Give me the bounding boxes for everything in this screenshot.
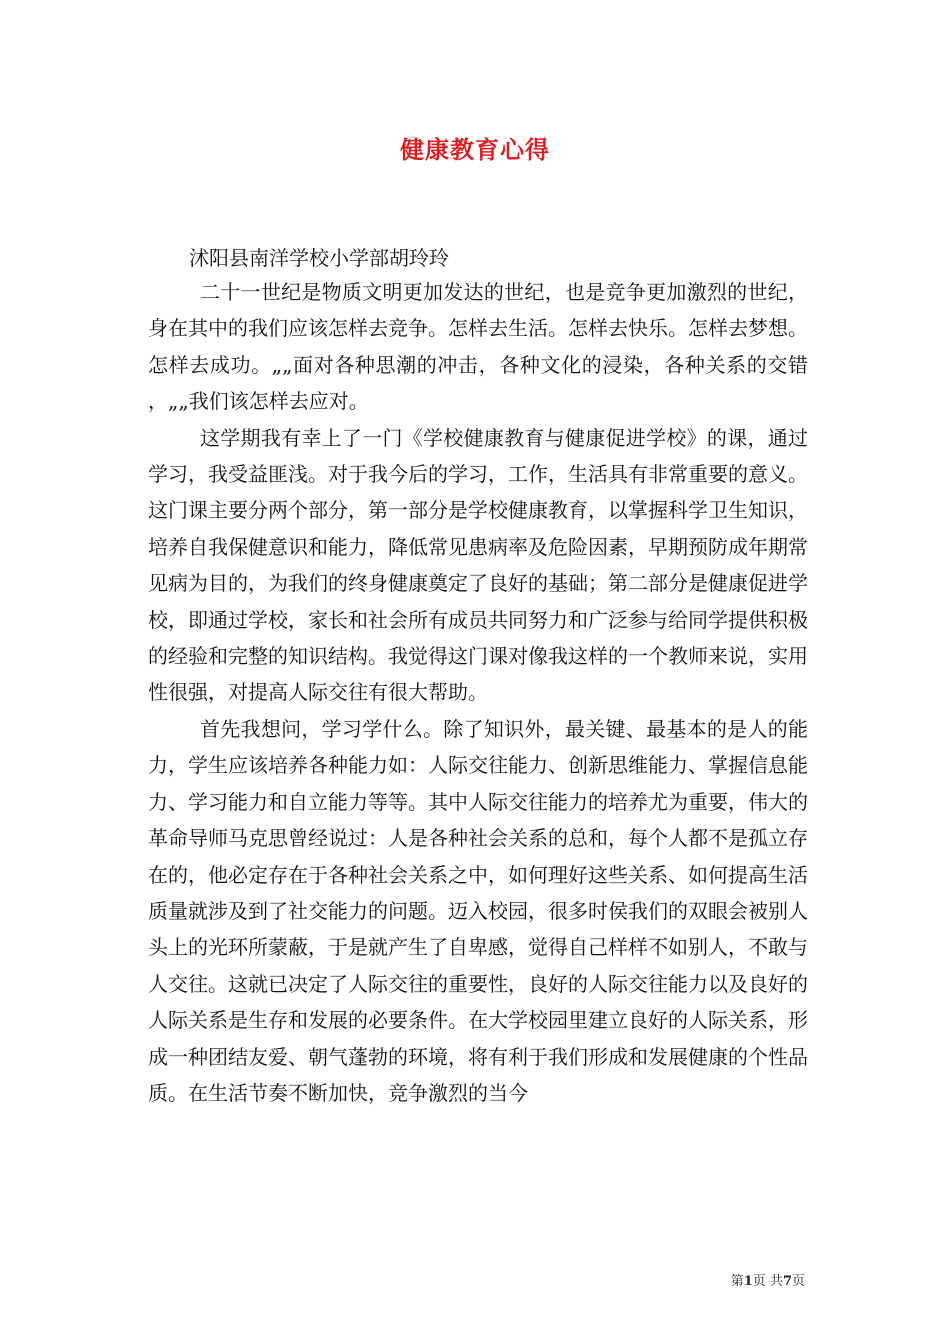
footer-total-pages: 7 bbox=[782, 1274, 792, 1289]
page-footer bbox=[731, 1273, 805, 1291]
document-title: 健康教育心得 bbox=[400, 135, 550, 164]
author-line: 沭阳县南洋学校小学部胡玲玲 bbox=[189, 246, 449, 270]
document-body bbox=[148, 274, 808, 1111]
footer-prefix: 第 bbox=[730, 1274, 744, 1289]
footer-middle: 页 共 bbox=[752, 1274, 783, 1289]
footer-current-page: 1 bbox=[743, 1274, 753, 1289]
paragraph-2: 这学期我有幸上了一门《学校健康教育与健康促进学校》的课，通过学习，我受益匪浅。对于我今后的学习，工作，生活具有非常重要的意义。这门课主要分两个部分，第一部分是学校健康教育，以掌握科学卫生知识，培养自我保健意识和能力，降低常见患病率及危险因素，早期预防成年期常见病为目的，为我们的终身健康奠定了良好的基础；第二部分是健康促进学校，即通过学校，家长和社会所有成员共同努力和广泛参与给同学提供积极的经验和完整的知识结构。我觉得这门课对像我这样的一个教师来说，实用性很强，对提高人际交往有很大帮助。 bbox=[148, 425, 808, 705]
footer-suffix: 页 bbox=[791, 1274, 805, 1289]
paragraph-1: 二十一世纪是物质文明更加发达的世纪，也是竞争更加激烈的世纪，身在其中的我们应该怎样去竞争。怎样去生活。怎样去快乐。怎样去梦想。怎样去成功。„„面对各种思潮的冲击，各种文化的浸染，各种关系的交错，„„我们该怎样去应对。 bbox=[148, 280, 808, 414]
paragraph-3: 首先我想问，学习学什么。除了知识外，最关键、最基本的是人的能力，学生应该培养各种能力如：人际交往能力、创新思维能力、掌握信息能力、学习能力和自立能力等等。其中人际交往能力的培养尤为重要，伟大的革命导师马克思曾经说过：人是各种社会关系的总和，每个人都不是孤立存在的，他必定存在于各种社会关系之中，如何理好这些关系、如何提高生活质量就涉及到了社交能力的问题。迈入校园，很多时侯我们的双眼会被别人头上的光环所蒙蔽，于是就产生了自卑感，觉得自己样样不如别人，不敢与人交往。这就已决定了人际交往的重要性，良好的人际交往能力以及良好的人际关系是生存和发展的必要条件。在大学校园里建立良好的人际关系，形成一种团结友爱、朝气蓬勃的环境，将有利于我们形成和发展健康的个性品质。在生活节奏不断加快，竞争激烈的当今 bbox=[148, 716, 808, 1105]
